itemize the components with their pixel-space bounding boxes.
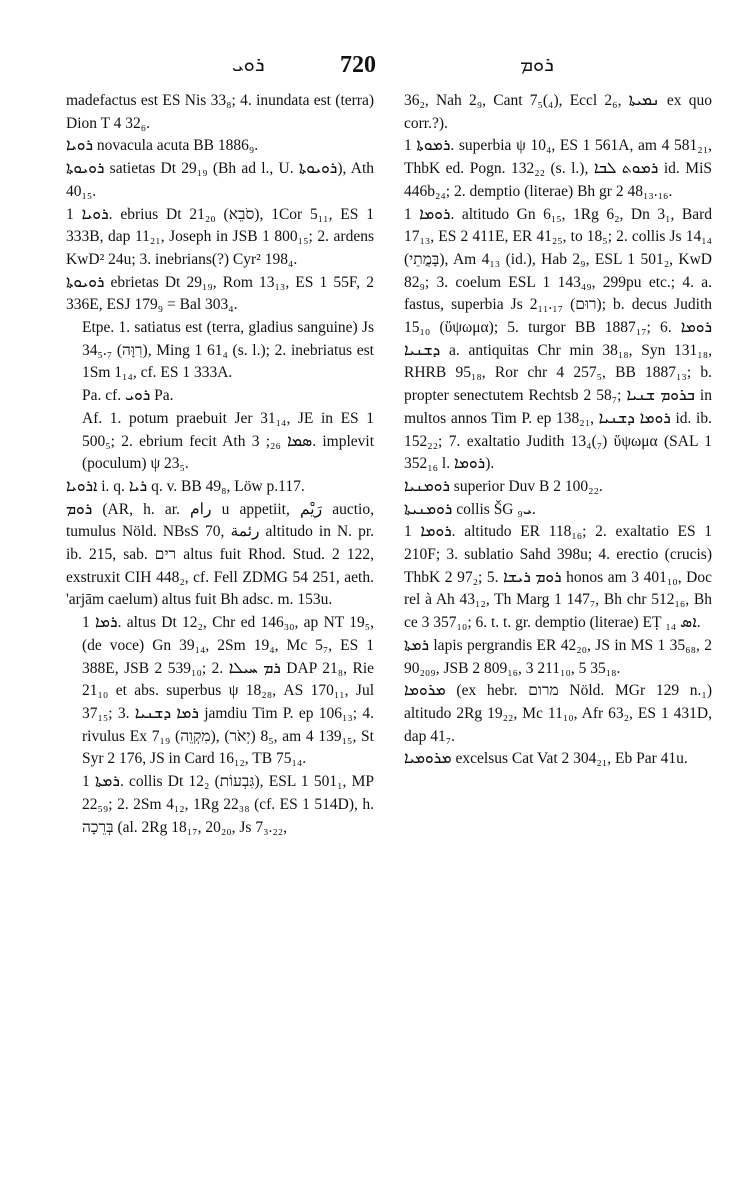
dictionary-entry: Etpe. 1. satiatus est (terra, gladius sanguine) Js 34₅.₇ (רִוָּה), Ming 1 61₄ (s. l.); 2. inebriatus est 1Sm 1₁₄, cf. ES 1 333A. xyxy=(82,319,374,382)
dictionary-entry: ܪܘܡܢܝܬܐ collis ŠG ܝ₉. xyxy=(404,500,536,518)
dictionary-entry: ܪܘܝܘܬܐ satietas Dt 29₁₉ (Bh ad l., U. ܪܘܝܘܬܐ), Ath 40₁₅. xyxy=(66,160,374,200)
column-divider xyxy=(388,96,389,1106)
dictionary-entry: ܪܡܐ 1. altus Dt 12₂, Chr ed 146₃₀, ap NT 19₅, (de voce) Gn 39₁₄, 2Sm 19₄, Mc 5₇, ES 1 388E, JSB 2 539₁₀; 2. ܪܡ ܚܝܠܐ DAP 21₈, Rie 21₁₀ et abs. superbus ψ 18₂₈, AS 170₁₁, Jul 37₁₅; 3. ܪܡܐ ܕܫܢܝܐ jamdiu Tim P. ep 106₁₃; 4. rivulus Ex 7₁₉ (מִקְוֵה), 8₅ (יְאֹר), am 4 139₁₅, St Syr 2 176, JS in Card 16₁₂, TB 75₁₄. xyxy=(82,614,375,768)
dictionary-entry: ܡܪܘܡܐ (ex hebr. מרום Nöld. MGr 129 n.₁) altitudo 2Rg 19₂₂, Mc 11₁₀, Afr 63₂, ES 1 431D, dap 41₇. xyxy=(404,682,712,745)
page-header xyxy=(0,44,750,84)
dictionary-entry: ܪܘܝܐ novacula acuta BB 1886₉. xyxy=(66,137,259,155)
dictionary-entry: ܡܪܘܡܝܐ excelsus Cat Vat 2 304₂₁, Eb Par 41u. xyxy=(404,750,688,768)
left-column xyxy=(66,90,374,839)
dictionary-entry: 36₂, Nah 2₉, Cant 7₅(₄), Eccl 2₆, ܢܡܝܬܐ ex quo corr.?). xyxy=(404,92,712,132)
dictionary-entry: ܪܘܡܐ 1. altitudo Gn 6₁₅, 1Rg 6₂, Dn 3₁, Bard 17₁₃, ES 2 411E, ER 41₂₅, to 18₅; 2. collis Js 14₁₄ (בָּמֳתֵי), Am 4₁₃ (id.), Hab 2₉, ESL 1 501₂, KwD 82₉; 3. coelum ESL 1 143₄₉, 299pu etc.; 4. a. fastus, superbia Js 2₁₁.₁₇ (רוּם); b. decus Judith 15₁₀ (ὕψωμα); 5. turgor BB 1887₁₇; 6. ܪܘܡܐ ܕܫܢܝܐ a. antiquitas Chr min 38₁₈, Syn 131₁₈, RHRB 95₁₈, Ror chr 4 257₅, BB 1887₁₃; b. propter senectutem Rechtsb 2 58₇; ܒܪܘܡ ܫܢܝܐ in multos annos Tim P. ep 138₂₁, ܪܘܡܐ ܕܫܢܝܐ id. ib. 152₂₂; 7. exaltatio Judith 13₄(₇) ὕψωμα (SAL 1 352₁₆ l. ܪܘܡܐ). xyxy=(404,205,713,473)
header-left-catchword: ܪܘܝ xyxy=(232,52,265,76)
dictionary-entry: Af. 1. potum praebuit Jer 31₁₄, JE in ES 1 500₅; 2. ebrium fecit Ath ܣܡܐ ₂₆; 3. implevit (poculum) ψ 23₅. xyxy=(82,409,374,473)
dictionary-entry: ܪܘܡ (AR, h. ar. رام u appetiit, رَيْم auctio, tumulus Nöld. NBsS 70, رئمة altitudo in N. pr. ib. 215, sab. רים altus fuit Rhod. Stud. 2 122, exstruxit CIH 448₂, cf. Fell ZDMG 54 251, aeth. 'arjām caelum) altus fuit Bh adsc. m. 153u. xyxy=(66,500,374,609)
dictionary-entry: Pa. cf. ܪܘܝ Pa. xyxy=(82,387,174,405)
page-number: 720 xyxy=(340,52,376,78)
dictionary-entry: ܪܘܝܘܬܐ ebrietas Dt 29₁₉, Rom 13₁₃, ES 1 55F, 2 336E, ESJ 179₉ = Bal 303₄. xyxy=(66,273,374,314)
dictionary-entry: ܪܘܡܢܝܐ superior Duv B 2 100₂₂. xyxy=(404,477,603,495)
dictionary-entry: ܪܡܬܐ 1. collis Dt 12₂ (גִּבְעוֹת), ESL 1 501₁, MP 22₅₉; 2. 2Sm 4₁₂, 1Rg 22₃₈ (cf. ES 1 514D), h. בְּרֵכָה (al. 2Rg 18₁₇, 20₂₀, Js 7₃.₂₂, xyxy=(82,773,374,836)
dictionary-entry: madefactus est ES Nis 33₈; 4. inundata est (terra) Dion T 4 32₆. xyxy=(66,92,374,132)
right-column xyxy=(404,90,712,771)
dictionary-entry: ܪܡܬܐ lapis pergrandis ER 42₂₀, JS in MS 1 35₆₈, 2 90₂₀₉, JSB 2 809₁₆, 3 211₁₀, 5 35₁₈. xyxy=(404,636,712,677)
dictionary-entry: ܪܘܝܐ 1. ebrius Dt 21₂₀ (סֹבֵא), 1Cor 5₁₁, ES 1 333B, dap 11₂₁, Joseph in JSB 1 800₁₅; 2. ardens KwD² 24u; 3. inebrians(?) Cyr² 198₄. xyxy=(66,205,374,268)
dictionary-entry: ܪܘܡܐ 1. altitudo ER 118₁₆; 2. exaltatio ES 1 210F; 3. sublatio Sahd 398u; 4. erectio (crucis) ThbK 2 97₂; 5. ܪܘܡ ܪܝܫܐ honos am 3 401₁₀, Doc rel à Ah 43₁₂, Th Marg 1 147₇, Bh chr 512₁₆, Bh ce 3 357₁₀; 6. t. t. gr. demptio (literae) EṬ ܐܣ ₁₄. xyxy=(404,523,713,632)
dictionary-entry: ܐܪܘܝܐ i. q. ܪܝܐ q. v. BB 49₈, Löw p.117. xyxy=(66,477,305,495)
header-right-catchword: ܪܘܡ xyxy=(520,52,554,76)
dictionary-entry: ܪܡܘܬܐ 1. superbia ψ 10₄, ES 1 561A, am 4 581₂₁, ThbK ed. Pogn. 132₂₂ (s. l.), ܪܡܘܬ ܠܒܐ id. MiS 446b₂₄; 2. demptio (literae) Bh gr 2 48₁₃.₁₆. xyxy=(404,137,712,200)
